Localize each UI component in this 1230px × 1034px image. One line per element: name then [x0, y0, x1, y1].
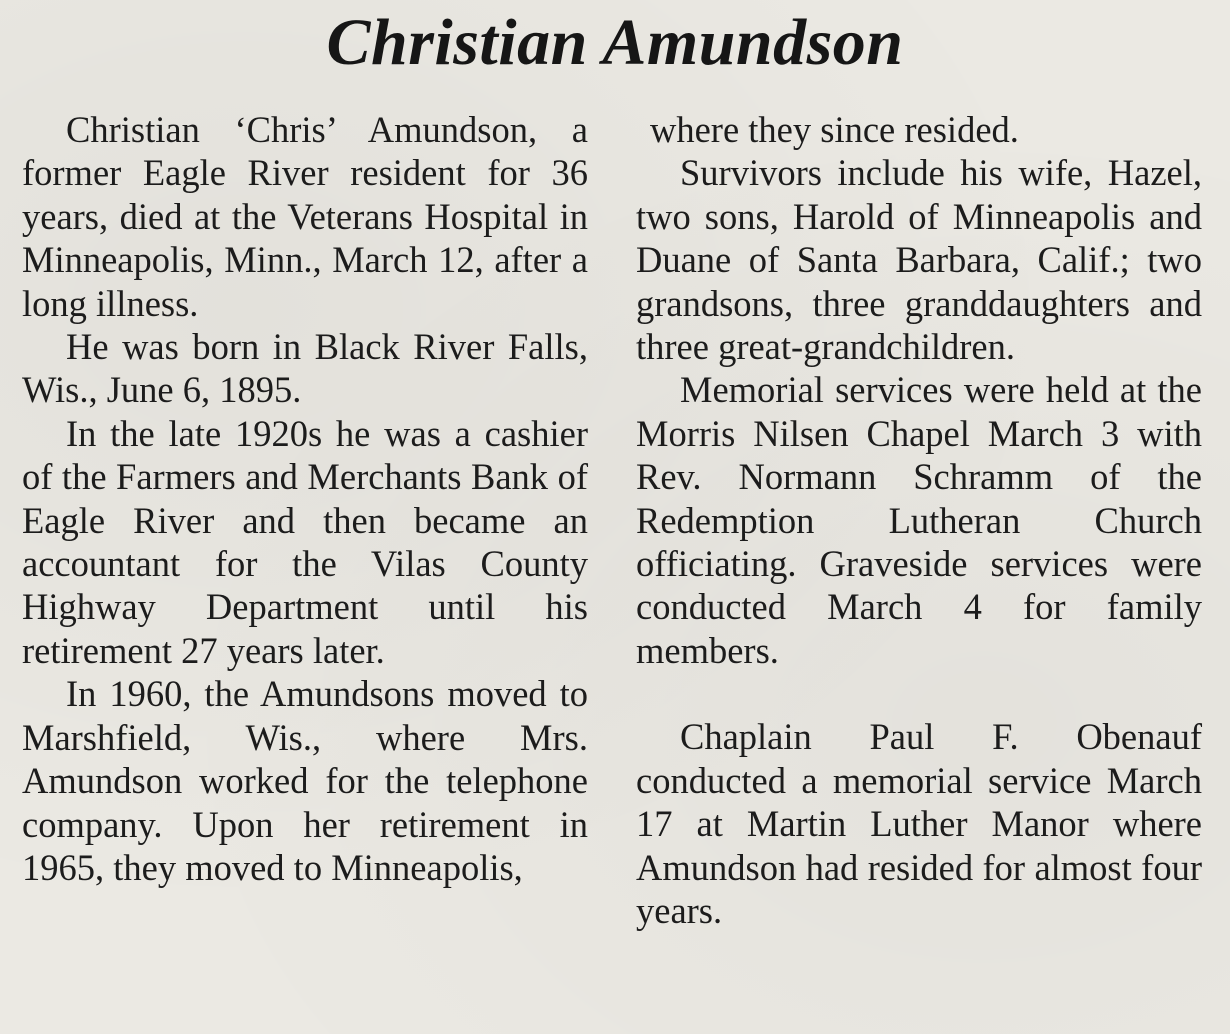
paragraph-move: In 1960, the Amundsons moved to Marshfield, Wis., where Mrs. Amundson worked for the telephone company. Upon her retirement in 1965, they moved to Minneapolis,	[22, 673, 588, 888]
paragraph-birth: He was born in Black River Falls, Wis., June 6, 1895.	[22, 326, 588, 411]
paragraph-services: Memorial services were held at the Morris Nilsen Chapel March 3 with Rev. Normann Schramm of the Redemption Lutheran Church officiating. Graveside services were conducted March 4 for family members.	[636, 369, 1202, 671]
paragraph-continuation: where they since resided.	[650, 109, 1019, 150]
paragraph-death-notice: Christian ‘Chris’ Amundson, a former Eagle River resident for 36 years, died at the Veterans Hospital in Minneapolis, Minn., March 12, after a long illness.	[22, 109, 588, 324]
right-column	[636, 108, 1202, 932]
paragraph-career: In the late 1920s he was a cashier of the Farmers and Merchants Bank of Eagle River and then became an accountant for the Vilas County Highway Department until his retirement 27 years later.	[22, 412, 588, 671]
obituary-headline: Christian Amundson	[326, 6, 904, 79]
paragraph-chaplain: Chaplain Paul F. Obenauf conducted a memorial service March 17 at Martin Luther Manor where Amundson had resided for almost four years.	[636, 716, 1202, 931]
paragraph-survivors: Survivors include his wife, Hazel, two sons, Harold of Minneapolis and Duane of Santa Barbara, Calif.; two grandsons, three granddaughters and three great-grandchildren.	[636, 152, 1202, 368]
left-column	[22, 108, 588, 889]
